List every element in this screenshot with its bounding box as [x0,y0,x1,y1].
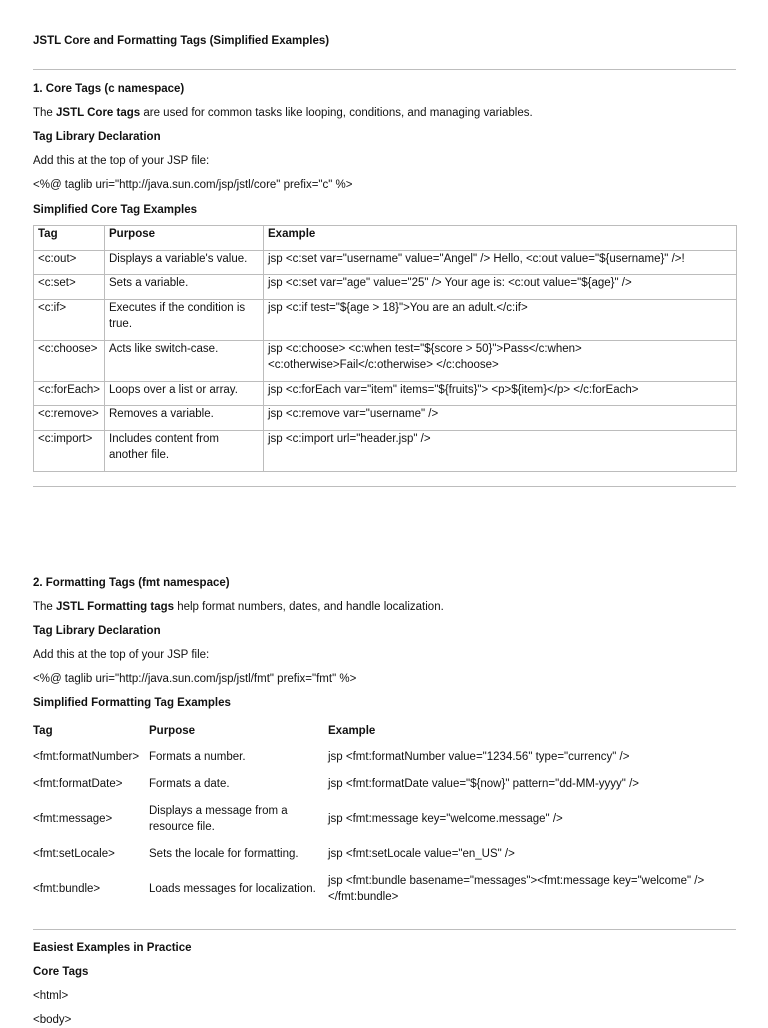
tag-cell: <fmt:setLocale> [33,848,115,860]
purpose-cell: Loads messages for localization. [149,883,316,895]
core-intro: The JSTL Core tags are used for common tasks like looping, conditions, and managing variables. [33,107,533,119]
tag-cell: <fmt:message> [33,813,113,825]
divider [33,69,736,70]
code-line: <html> [33,990,69,1002]
example-cell: jsp <fmt:formatDate value="${now}" pattern="dd-MM-yyyy" /> [328,778,639,790]
table-header-cell: Tag [33,724,53,737]
purpose-cell: Displays a message from a resource file. [149,805,288,833]
purpose-cell: Removes a variable. [105,406,264,431]
example-cell: jsp <fmt:formatNumber value="1234.56" type="currency" /> [328,750,630,763]
tag-cell: <c:remove> [34,406,105,431]
purpose-cell: Formats a number. [149,750,246,763]
tag-cell: <fmt:bundle> [33,883,101,895]
document-title: JSTL Core and Formatting Tags (Simplified Examples) [33,35,330,47]
purpose-cell: Acts like switch-case. [105,341,264,382]
table-row [29,840,736,868]
table-header-cell: Purpose [105,226,264,251]
table-row [34,341,737,382]
core-decl-code: <%@ taglib uri="http://java.sun.com/jsp/jstl/core" prefix="c" %> [33,179,353,191]
core-decl-instruction: Add this at the top of your JSP file: [33,155,210,167]
table-row [29,743,736,770]
table-header-row [34,226,737,251]
example-cell: jsp <fmt:message key="welcome.message" /> [328,813,563,825]
table-row [34,382,737,406]
table-row [34,431,737,472]
core-section-heading: 1. Core Tags (c namespace) [33,83,185,95]
practice-heading: Easiest Examples in Practice [33,942,192,954]
tag-cell: <fmt:formatNumber> [33,750,140,763]
purpose-cell: Loops over a list or array. [105,382,264,406]
example-cell: jsp <c:set var="age" value="25" /> Your age is: <c:out value="${age}" /> [264,275,737,300]
table-row [34,251,737,275]
table-row [34,300,737,341]
fmt-decl-heading: Tag Library Declaration [33,625,161,637]
fmt-tags-table [29,718,736,910]
practice-subheading: Core Tags [33,966,89,978]
example-cell: jsp <c:choose> <c:when test="${score > 50}">Pass</c:when> <c:otherwise>Fail</c:otherwise> </c:choose> [264,341,737,382]
table-row [34,275,737,300]
table-header-cell: Purpose [149,724,196,737]
example-cell: jsp <fmt:bundle basename="messages"><fmt:message key="welcome" /></fmt:bundle> [328,875,705,903]
table-header-cell: Example [264,226,737,251]
example-cell: jsp <c:import url="header.jsp" /> [264,431,737,472]
table-header-cell: Example [328,724,376,737]
example-cell: jsp <c:forEach var="item" items="${fruits}"> <p>${item}</p> </c:forEach> [264,382,737,406]
fmt-intro: The JSTL Formatting tags help format numbers, dates, and handle localization. [33,601,444,613]
fmt-examples-heading: Simplified Formatting Tag Examples [33,697,231,709]
tag-cell: <c:if> [34,300,105,341]
tag-cell: <c:forEach> [34,382,105,406]
tag-cell: <c:set> [34,275,105,300]
tag-cell: <fmt:formatDate> [33,778,123,790]
example-cell: jsp <fmt:setLocale value="en_US" /> [328,848,515,860]
divider [33,486,736,487]
tag-cell: <c:import> [34,431,105,472]
example-cell: jsp <c:remove var="username" /> [264,406,737,431]
tag-cell: <c:choose> [34,341,105,382]
table-row [29,798,736,840]
purpose-cell: Includes content from another file. [105,431,264,472]
fmt-decl-instruction: Add this at the top of your JSP file: [33,649,210,661]
table-row [29,770,736,798]
purpose-cell: Executes if the condition is true. [105,300,264,341]
core-examples-heading: Simplified Core Tag Examples [33,204,198,216]
tag-cell: <c:out> [34,251,105,275]
divider [33,929,736,930]
example-cell: jsp <c:set var="username" value="Angel" /> Hello, <c:out value="${username}" />! [264,251,737,275]
code-line: <body> [33,1014,72,1026]
table-row [29,868,736,910]
core-tags-table [33,225,737,472]
purpose-cell: Displays a variable's value. [105,251,264,275]
purpose-cell: Formats a date. [149,778,230,790]
fmt-section-heading: 2. Formatting Tags (fmt namespace) [33,577,230,589]
purpose-cell: Sets the locale for formatting. [149,848,299,860]
core-decl-heading: Tag Library Declaration [33,131,161,143]
table-row [34,406,737,431]
fmt-decl-code: <%@ taglib uri="http://java.sun.com/jsp/jstl/fmt" prefix="fmt" %> [33,673,357,685]
table-header-cell: Tag [34,226,105,251]
table-header-row [29,718,736,743]
example-cell: jsp <c:if test="${age > 18}">You are an adult.</c:if> [264,300,737,341]
purpose-cell: Sets a variable. [105,275,264,300]
